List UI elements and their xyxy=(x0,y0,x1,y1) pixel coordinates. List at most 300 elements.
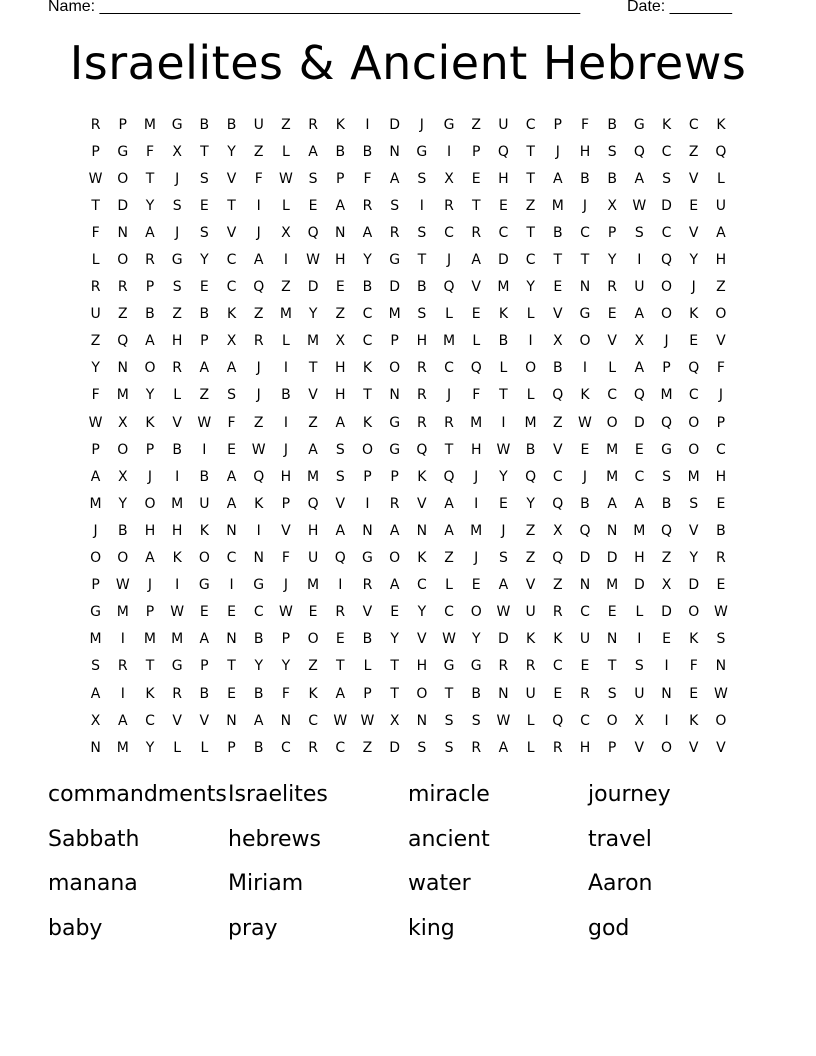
grid-letter: C xyxy=(716,441,726,458)
grid-letter: N xyxy=(606,522,618,539)
grid-letter: Q xyxy=(117,333,129,350)
grid-letter: R xyxy=(607,279,618,296)
grid-letter: W xyxy=(496,604,511,621)
grid-letter: G xyxy=(416,143,428,160)
grid-letter: X xyxy=(117,414,128,431)
grid-letter: Z xyxy=(471,116,482,133)
grid-letter: B xyxy=(253,739,264,756)
grid-letter: M xyxy=(307,333,320,350)
grid-letter: J xyxy=(256,387,261,404)
grid-letter: R xyxy=(172,360,183,377)
grid-letter: H xyxy=(579,739,591,756)
grid-letter: S xyxy=(689,495,699,512)
grid-letter: N xyxy=(498,685,509,702)
grid-letter: N xyxy=(280,712,292,729)
grid-letter: A xyxy=(308,441,318,458)
grid-letter: T xyxy=(91,197,100,214)
grid-letter: X xyxy=(444,170,454,187)
grid-letter: E xyxy=(580,441,590,458)
grid-letter: E xyxy=(471,306,481,323)
grid-letter: H xyxy=(416,658,428,675)
grid-letter: J xyxy=(419,116,424,133)
grid-letter: G xyxy=(362,550,373,567)
grid-letter: K xyxy=(254,495,264,512)
grid-letter: F xyxy=(254,170,263,187)
grid-letter: K xyxy=(362,360,373,377)
grid-letter: I xyxy=(528,333,533,350)
grid-letter: U xyxy=(253,116,264,133)
grid-letter: R xyxy=(308,116,318,133)
grid-letter: C xyxy=(226,252,237,269)
grid-letter: K xyxy=(689,306,699,323)
grid-letter: X xyxy=(117,468,128,485)
grid-letter: W xyxy=(496,712,511,729)
grid-letter: Q xyxy=(552,550,564,567)
grid-letter: S xyxy=(199,170,209,187)
grid-letter: R xyxy=(552,604,563,621)
grid-letter: Q xyxy=(443,279,455,296)
grid-letter: F xyxy=(689,658,698,675)
grid-letter: Z xyxy=(308,414,318,431)
grid-letter: P xyxy=(91,441,100,458)
grid-letter: Y xyxy=(200,252,209,269)
grid-letter: E xyxy=(607,604,617,621)
grid-letter: O xyxy=(661,739,673,756)
grid-letter: S xyxy=(607,685,617,702)
grid-letter: I xyxy=(256,522,261,539)
grid-letter: O xyxy=(470,604,482,621)
grid-letter: R xyxy=(416,387,427,404)
grid-letter: Z xyxy=(688,143,699,160)
grid-letter: O xyxy=(389,360,401,377)
grid-letter: I xyxy=(338,577,343,594)
grid-letter: W xyxy=(88,170,103,187)
grid-letter: Q xyxy=(443,468,455,485)
grid-letter: A xyxy=(634,306,645,323)
grid-letter: V xyxy=(308,387,318,404)
grid-letter: B xyxy=(471,685,482,702)
grid-letter: M xyxy=(388,306,401,323)
grid-letter: W xyxy=(333,712,348,729)
grid-letter: R xyxy=(117,279,128,296)
grid-letter: C xyxy=(362,306,373,323)
grid-letter: L xyxy=(282,333,290,350)
grid-letter: W xyxy=(578,414,592,431)
grid-letter: B xyxy=(199,116,210,133)
grid-letter: N xyxy=(226,522,237,539)
grid-letter: P xyxy=(145,279,155,296)
grid-letter: P xyxy=(336,170,345,187)
grid-letter: V xyxy=(688,522,699,539)
grid-letter: P xyxy=(716,414,726,431)
grid-letter: P xyxy=(227,739,236,756)
grid-letter: J xyxy=(474,468,479,485)
grid-letter: C xyxy=(253,604,264,621)
grid-letter: A xyxy=(335,414,346,431)
grid-letter: O xyxy=(361,441,373,458)
grid-letter: E xyxy=(227,685,236,702)
grid-letter: K xyxy=(580,387,590,404)
grid-letter: U xyxy=(525,604,536,621)
word-list-item: king xyxy=(408,915,455,941)
grid-letter: P xyxy=(145,604,155,621)
grid-letter: L xyxy=(608,360,617,377)
grid-letter: A xyxy=(552,170,563,187)
grid-letter: M xyxy=(171,495,184,512)
grid-letter: C xyxy=(362,333,373,350)
grid-letter: G xyxy=(579,306,591,323)
grid-letter: I xyxy=(365,116,370,133)
grid-letter: T xyxy=(227,658,236,675)
grid-letter: A xyxy=(634,495,645,512)
grid-letter: Y xyxy=(526,495,535,512)
grid-letter: G xyxy=(90,604,102,621)
grid-letter: B xyxy=(661,495,672,512)
word-list-item: Israelites xyxy=(228,782,328,807)
grid-letter: Q xyxy=(661,414,673,431)
grid-letter: S xyxy=(199,224,209,241)
grid-letter: C xyxy=(607,387,618,404)
grid-letter: F xyxy=(145,143,154,160)
grid-letter: R xyxy=(552,739,563,756)
grid-letter: J xyxy=(256,224,261,241)
grid-letter: P xyxy=(281,495,291,512)
grid-letter: V xyxy=(199,712,210,729)
grid-letter: E xyxy=(199,197,209,214)
grid-letter: P xyxy=(200,658,209,675)
grid-letter: A xyxy=(335,685,346,702)
word-list-item: manana xyxy=(48,871,138,896)
grid-letter: P xyxy=(390,333,399,350)
grid-letter: P xyxy=(607,224,617,241)
grid-letter: C xyxy=(281,739,291,756)
grid-letter: S xyxy=(417,739,427,756)
grid-letter: N xyxy=(416,522,428,539)
grid-letter: I xyxy=(256,197,261,214)
grid-letter: O xyxy=(661,279,673,296)
grid-letter: C xyxy=(308,712,318,729)
grid-letter: Q xyxy=(661,522,673,539)
grid-letter: Y xyxy=(308,306,318,323)
grid-letter: Z xyxy=(253,414,264,431)
grid-letter: M xyxy=(687,468,700,485)
grid-letter: Z xyxy=(525,550,536,567)
grid-letter: Z xyxy=(335,306,346,323)
grid-letter: E xyxy=(335,631,345,648)
grid-letter: F xyxy=(716,360,725,377)
grid-letter: L xyxy=(526,387,535,404)
grid-letter: T xyxy=(227,197,236,214)
grid-letter: I xyxy=(229,577,234,594)
grid-letter: W xyxy=(278,604,293,621)
grid-letter: M xyxy=(606,441,619,458)
grid-letter: Q xyxy=(633,387,645,404)
grid-letter: N xyxy=(253,550,264,567)
grid-letter: V xyxy=(281,522,291,539)
grid-letter: L xyxy=(282,197,290,214)
grid-letter: V xyxy=(226,170,237,187)
grid-letter: Z xyxy=(552,414,563,431)
grid-letter: Q xyxy=(579,522,591,539)
grid-letter: B xyxy=(145,306,155,323)
grid-letter: T xyxy=(607,658,617,675)
grid-letter: M xyxy=(470,522,483,539)
grid-letter: C xyxy=(444,604,454,621)
grid-letter: M xyxy=(89,495,102,512)
grid-letter: H xyxy=(171,522,183,539)
grid-letter: O xyxy=(606,414,618,431)
grid-letter: B xyxy=(607,170,617,187)
word-list-item: baby xyxy=(48,915,103,941)
grid-letter: N xyxy=(715,658,727,675)
grid-letter: L xyxy=(526,306,535,323)
grid-letter: W xyxy=(496,441,511,458)
grid-letter: T xyxy=(553,252,563,269)
grid-letter: Z xyxy=(281,279,291,296)
grid-letter: W xyxy=(442,631,456,648)
grid-letter: A xyxy=(199,631,210,648)
grid-letter: Y xyxy=(363,252,372,269)
grid-letter: X xyxy=(389,712,400,729)
grid-letter: A xyxy=(471,252,481,269)
grid-letter: B xyxy=(199,468,210,485)
grid-letter: S xyxy=(335,441,345,458)
grid-letter: L xyxy=(363,658,372,675)
grid-letter: A xyxy=(634,360,645,377)
grid-letter: R xyxy=(362,577,373,594)
name-field-label: Name: ______________________________________________________ xyxy=(48,0,581,15)
grid-letter: J xyxy=(175,170,180,187)
grid-letter: M xyxy=(442,333,456,350)
grid-letter: P xyxy=(662,360,671,377)
word-list-item: travel xyxy=(588,826,652,852)
grid-letter: S xyxy=(91,658,101,675)
grid-letter: J xyxy=(582,197,588,214)
grid-letter: Q xyxy=(688,360,700,377)
grid-letter: A xyxy=(335,197,346,214)
grid-letter: U xyxy=(199,495,210,512)
grid-letter: M xyxy=(143,116,157,133)
grid-letter: C xyxy=(580,712,590,729)
grid-letter: V xyxy=(634,739,645,756)
grid-letter: A xyxy=(444,495,454,512)
grid-letter: I xyxy=(582,360,588,377)
word-list-item: Aaron xyxy=(588,871,653,896)
grid-letter: Z xyxy=(281,116,291,133)
grid-letter: X xyxy=(335,333,346,350)
grid-letter: E xyxy=(689,333,699,350)
grid-letter: W xyxy=(197,414,212,431)
grid-letter: K xyxy=(417,468,427,485)
grid-letter: Q xyxy=(552,387,564,404)
grid-letter: U xyxy=(498,116,509,133)
grid-letter: I xyxy=(120,631,125,648)
grid-letter: A xyxy=(253,712,264,729)
grid-letter: K xyxy=(145,685,155,702)
grid-letter: K xyxy=(172,550,182,567)
grid-letter: Q xyxy=(661,252,673,269)
grid-letter: E xyxy=(689,197,699,214)
grid-letter: B xyxy=(362,143,373,160)
grid-letter: O xyxy=(144,360,156,377)
grid-letter: C xyxy=(145,712,155,729)
grid-letter: T xyxy=(417,252,427,269)
grid-letter: V xyxy=(688,739,699,756)
grid-letter: K xyxy=(553,631,563,648)
grid-letter: J xyxy=(691,279,696,296)
grid-letter: F xyxy=(91,224,100,241)
grid-letter: V xyxy=(335,495,346,512)
grid-letter: T xyxy=(526,224,535,241)
grid-letter: W xyxy=(360,712,375,729)
grid-letter: B xyxy=(580,170,590,187)
grid-letter: E xyxy=(498,495,508,512)
grid-letter: K xyxy=(226,306,237,323)
grid-letter: A xyxy=(362,224,373,241)
grid-letter: D xyxy=(579,550,591,567)
grid-letter: C xyxy=(688,116,699,133)
grid-letter: V xyxy=(552,306,563,323)
grid-letter: S xyxy=(662,468,671,485)
grid-letter: J xyxy=(147,577,153,594)
grid-letter: T xyxy=(526,143,535,160)
word-list-item: Miriam xyxy=(228,871,304,896)
grid-letter: N xyxy=(362,522,373,539)
grid-letter: N xyxy=(335,224,346,241)
grid-letter: O xyxy=(307,631,319,648)
grid-letter: R xyxy=(253,333,264,350)
grid-letter: K xyxy=(498,306,508,323)
date-field-label: Date: _______ xyxy=(627,0,732,15)
grid-letter: Q xyxy=(633,143,645,160)
grid-letter: G xyxy=(171,116,183,133)
grid-letter: B xyxy=(362,279,373,296)
grid-letter: O xyxy=(661,306,673,323)
grid-letter: S xyxy=(471,712,481,729)
grid-letter: I xyxy=(120,685,125,702)
grid-letter: D xyxy=(498,252,509,269)
grid-letter: V xyxy=(471,279,481,296)
grid-letter: K xyxy=(335,116,345,133)
grid-letter: D xyxy=(389,116,401,133)
grid-letter: B xyxy=(199,685,210,702)
grid-letter: R xyxy=(362,197,373,214)
grid-letter: R xyxy=(444,197,454,214)
grid-letter: D xyxy=(389,739,401,756)
grid-letter: A xyxy=(634,170,645,187)
grid-letter: J xyxy=(446,252,452,269)
grid-letter: V xyxy=(688,224,699,241)
grid-letter: J xyxy=(718,387,723,404)
grid-letter: R xyxy=(580,685,590,702)
word-list-item: hebrews xyxy=(228,826,321,852)
grid-letter: L xyxy=(717,170,725,187)
grid-letter: B xyxy=(117,522,128,539)
grid-letter: S xyxy=(662,170,671,187)
grid-letter: K xyxy=(689,712,699,729)
grid-letter: Y xyxy=(526,279,535,296)
grid-letter: S xyxy=(417,224,427,241)
grid-letter: Q xyxy=(552,712,564,729)
grid-letter: T xyxy=(499,387,508,404)
grid-letter: W xyxy=(170,604,185,621)
grid-letter: R xyxy=(335,604,346,621)
grid-letter: D xyxy=(498,631,509,648)
grid-letter: T xyxy=(390,685,399,702)
grid-letter: N xyxy=(226,631,237,648)
grid-letter: D xyxy=(661,604,672,621)
grid-letter: D xyxy=(307,279,319,296)
word-list-item: god xyxy=(588,915,630,941)
grid-letter: S xyxy=(444,712,454,729)
word-list-item: pray xyxy=(228,915,278,941)
grid-letter: S xyxy=(390,197,400,214)
grid-letter: A xyxy=(226,495,237,512)
grid-letter: I xyxy=(637,631,642,648)
grid-letter: W xyxy=(713,685,728,702)
grid-letter: W xyxy=(632,197,647,214)
grid-letter: I xyxy=(637,252,642,269)
grid-letter: E xyxy=(227,604,236,621)
grid-letter: E xyxy=(716,495,726,512)
grid-letter: U xyxy=(715,197,727,214)
grid-letter: S xyxy=(607,143,617,160)
grid-letter: B xyxy=(335,143,346,160)
grid-letter: Y xyxy=(689,252,698,269)
grid-letter: X xyxy=(661,577,672,594)
grid-letter: S xyxy=(335,468,345,485)
grid-letter: C xyxy=(444,224,454,241)
grid-letter: H xyxy=(335,360,346,377)
grid-letter: V xyxy=(172,712,182,729)
grid-letter: Y xyxy=(145,387,155,404)
grid-letter: A xyxy=(90,685,101,702)
grid-letter: U xyxy=(307,550,319,567)
grid-letter: Z xyxy=(525,197,536,214)
grid-letter: H xyxy=(634,550,645,567)
grid-letter: K xyxy=(199,522,209,539)
grid-letter: J xyxy=(283,577,288,594)
grid-letter: U xyxy=(90,306,101,323)
grid-letter: E xyxy=(553,279,563,296)
word-list xyxy=(48,777,768,955)
grid-letter: D xyxy=(688,577,700,594)
grid-letter: X xyxy=(634,333,645,350)
grid-letter: G xyxy=(171,658,183,675)
page-title: Israelites & Ancient Hebrews xyxy=(69,36,747,90)
grid-letter: V xyxy=(417,495,427,512)
grid-letter: E xyxy=(308,197,318,214)
grid-letter: A xyxy=(716,224,726,241)
grid-letter: H xyxy=(579,143,591,160)
grid-letter: E xyxy=(471,577,481,594)
grid-letter: I xyxy=(175,468,180,485)
grid-letter: I xyxy=(419,197,424,214)
grid-letter: Y xyxy=(390,631,399,648)
grid-letter: A xyxy=(335,522,346,539)
grid-letter: T xyxy=(580,252,590,269)
grid-letter: J xyxy=(147,468,153,485)
grid-letter: K xyxy=(661,116,672,133)
grid-letter: E xyxy=(199,279,209,296)
grid-letter: F xyxy=(227,414,236,431)
grid-letter: T xyxy=(390,658,399,675)
grid-letter: W xyxy=(306,252,321,269)
grid-letter: G xyxy=(117,143,129,160)
grid-letter: Q xyxy=(307,495,319,512)
grid-letter: S xyxy=(172,197,182,214)
word-list-item: ancient xyxy=(408,826,490,852)
